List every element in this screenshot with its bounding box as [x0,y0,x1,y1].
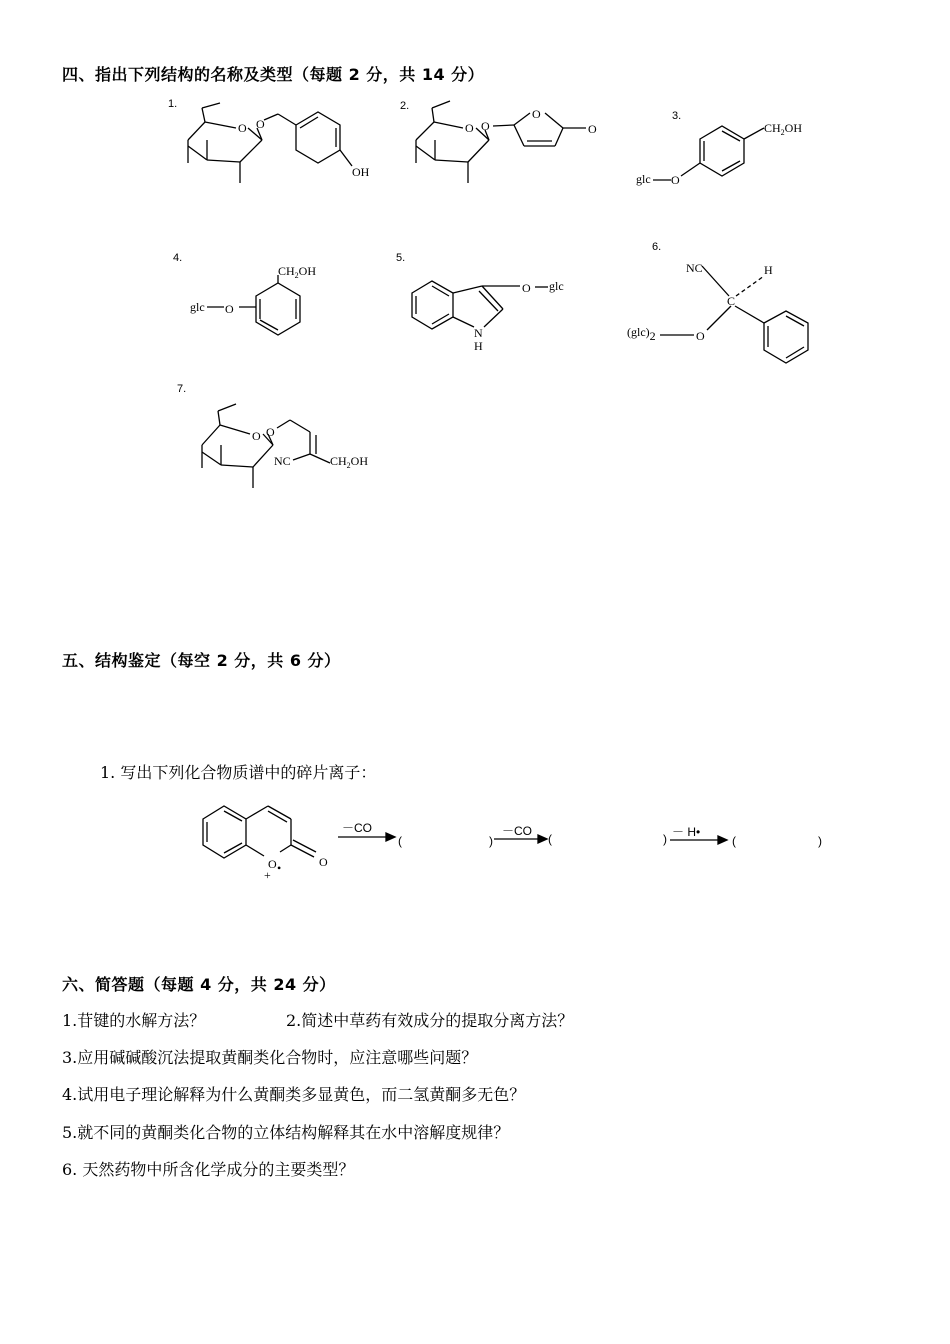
s4-glc: glc [190,300,205,314]
section6-question-2: 2.简述中草药有效成分的提取分离方法？ [286,1011,574,1030]
coumarin-ring-o: O [268,857,277,871]
structure-4 [207,275,300,335]
s3-glc: glc [636,172,651,186]
s4-ch2oh: $CH_2OH$ [278,264,317,280]
structure-3 [653,126,764,180]
step3-label: － H• [672,825,701,839]
s6-nc: NC [686,261,703,275]
paren-close-1: ) [489,834,493,848]
section6-question-6: 6. 天然药物中所含化学成分的主要类型？ [62,1160,355,1179]
s5-n: N [474,326,483,340]
section6-heading: 六、简答题（每题 4 分，共 24 分） [62,975,336,994]
s6-o: O [696,329,705,343]
coumarin-carbonyl-o: O [319,855,328,869]
s2-carbonyl-o: O [588,122,597,136]
item-number: 6. [652,241,662,253]
section5-question-1: 1. 写出下列化合物质谱中的碎片离子： [100,763,377,782]
s5-o: O [522,281,531,295]
s5-h: H [474,339,483,353]
s5-glc: glc [549,279,564,293]
s3-ch2oh: $CH_2OH$ [764,121,803,137]
svg-text:O: O [532,107,541,121]
coumarin-radical: • [277,861,282,875]
section6-question-5: 5.就不同的黄酮类化合物的立体结构解释其在水中溶解度规律？ [62,1123,510,1142]
s7-ring-o: O [252,429,261,443]
svg-text:O: O [465,121,474,135]
s6-c: C [727,294,736,308]
structure-6 [660,266,808,363]
section4-heading: 四、指出下列结构的名称及类型（每题 2 分，共 14 分） [62,65,485,84]
s7-ch2oh: $CH_2OH$ [330,454,369,470]
s4-o: O [225,302,234,316]
step1-label: －CO [342,821,373,835]
section6-question-3: 3.应用碱碱酸沉法提取黄酮类化合物时，应注意哪些问题？ [62,1048,478,1067]
s3-o: O [671,173,680,187]
svg-text:O: O [238,121,247,135]
s7-nc: NC [274,454,291,468]
coumarin-plus: + [264,868,271,882]
paren-open-1: ( [398,834,402,848]
s1-glyco-o: O [256,117,265,131]
section5-heading: 五、结构鉴定（每空 2 分，共 6 分） [62,651,341,670]
svg-text:O: O [266,425,275,439]
s6-h: H [764,263,773,277]
section6-question-4: 4.试用电子理论解释为什么黄酮类多显黄色，而二氢黄酮多无色？ [62,1085,526,1104]
paren-open-3: ( [732,834,736,848]
structure-7 [202,404,330,488]
item-number: 2. [400,100,410,112]
step2-label: －CO [502,824,533,838]
paren-open-2: ( [548,832,552,846]
item-number: 7. [177,383,187,395]
paren-close-2: ) [663,832,667,846]
item-number: 1. [168,98,178,110]
s6-glc2: (glc)2 [627,325,656,343]
item-number: 3. [672,110,682,122]
section6-question-1: 1.苷键的水解方法？ [62,1011,206,1030]
s2-glyco-o: O [481,119,490,133]
item-number: 4. [173,252,183,264]
coumarin-structure [203,806,727,858]
paren-close-3: ) [818,834,822,848]
s1-oh: OH [352,165,370,179]
item-number: 5. [396,252,406,264]
structure-1 [188,103,352,183]
structure-2 [416,101,586,183]
